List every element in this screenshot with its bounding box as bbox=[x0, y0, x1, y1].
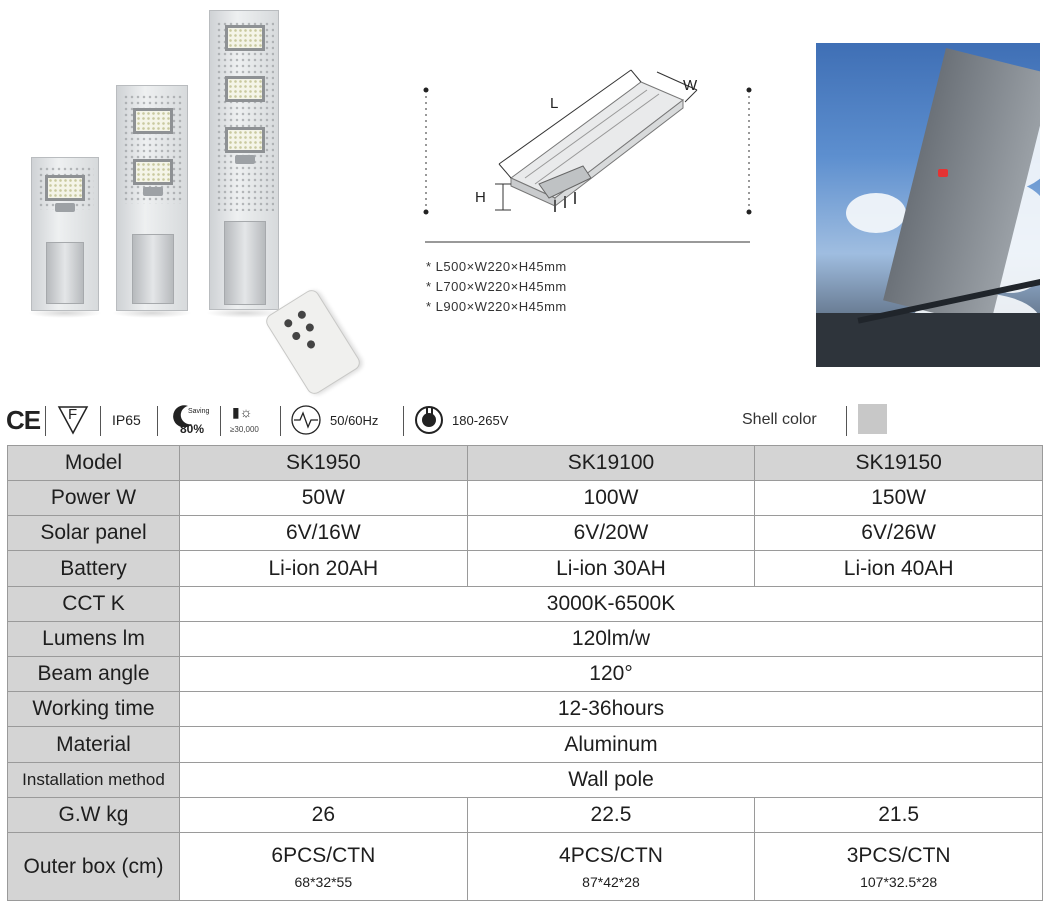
table-cell: 4PCS/CTN 87*42*28 bbox=[467, 833, 755, 901]
table-cell: Wall pole bbox=[180, 763, 1043, 798]
table-row bbox=[8, 763, 1043, 798]
table-row bbox=[8, 587, 1043, 622]
table-cell: Aluminum bbox=[180, 727, 1043, 763]
table-row bbox=[8, 622, 1043, 657]
table-cell: 150W bbox=[755, 481, 1043, 516]
table-cell: Li-ion 40AH bbox=[755, 551, 1043, 587]
table-row bbox=[8, 798, 1043, 833]
lamp-50w-image bbox=[31, 157, 99, 311]
table-cell: Li-ion 30AH bbox=[467, 551, 755, 587]
table-cell: 3000K-6500K bbox=[180, 587, 1043, 622]
dimension-spec-item: * L900×W220×H45mm bbox=[426, 299, 567, 314]
table-cell: Li-ion 20AH bbox=[180, 551, 468, 587]
row-label: Beam angle bbox=[8, 657, 180, 692]
table-cell: 120lm/w bbox=[180, 622, 1043, 657]
shell-color-label: Shell color bbox=[742, 411, 817, 428]
row-label: Outer box (cm) bbox=[8, 833, 180, 901]
row-label: CCT K bbox=[8, 587, 180, 622]
table-cell: 100W bbox=[467, 481, 755, 516]
dimension-label-l: L bbox=[550, 95, 559, 112]
table-header-row bbox=[8, 446, 1043, 481]
row-label: Battery bbox=[8, 551, 180, 587]
table-cell: 3PCS/CTN 107*32.5*28 bbox=[755, 833, 1043, 901]
dimension-spec-list bbox=[426, 257, 567, 317]
table-cell: 120° bbox=[180, 657, 1043, 692]
installed-lamp-photo bbox=[816, 43, 1040, 367]
model-cell: SK19150 bbox=[755, 446, 1043, 481]
table-cell: 50W bbox=[180, 481, 468, 516]
frequency-label: 50/60Hz bbox=[330, 412, 379, 428]
table-cell: 12-36hours bbox=[180, 692, 1043, 727]
ip65-label: IP65 bbox=[112, 412, 141, 428]
lamp-150w-image bbox=[209, 10, 279, 310]
row-label: Power W bbox=[8, 481, 180, 516]
spec-table bbox=[7, 445, 1043, 901]
dimension-drawing bbox=[415, 60, 760, 250]
lifetime-icon: ▮☼ ≥30,000 bbox=[230, 404, 259, 434]
table-row bbox=[8, 657, 1043, 692]
row-label: Installation method bbox=[8, 763, 180, 798]
certification-strip bbox=[0, 400, 1050, 440]
table-row bbox=[8, 516, 1043, 551]
dimension-spec-item: * L500×W220×H45mm bbox=[426, 259, 567, 274]
row-label: Model bbox=[8, 446, 180, 481]
row-label: G.W kg bbox=[8, 798, 180, 833]
table-row bbox=[8, 551, 1043, 587]
table-row bbox=[8, 692, 1043, 727]
table-row bbox=[8, 727, 1043, 763]
table-cell: 6PCS/CTN 68*32*55 bbox=[180, 833, 468, 901]
model-cell: SK1950 bbox=[180, 446, 468, 481]
table-cell: 6V/20W bbox=[467, 516, 755, 551]
dimension-label-h: H bbox=[475, 189, 486, 206]
row-label: Solar panel bbox=[8, 516, 180, 551]
table-row bbox=[8, 833, 1043, 901]
table-cell: 6V/26W bbox=[755, 516, 1043, 551]
table-cell: 6V/16W bbox=[180, 516, 468, 551]
row-label: Lumens lm bbox=[8, 622, 180, 657]
dimension-spec-item: * L700×W220×H45mm bbox=[426, 279, 567, 294]
lamp-100w-image bbox=[116, 85, 188, 311]
table-cell: 26 bbox=[180, 798, 468, 833]
model-cell: SK19100 bbox=[467, 446, 755, 481]
table-cell: 22.5 bbox=[467, 798, 755, 833]
energy-saving-icon: Saving 80% bbox=[172, 400, 212, 440]
voltage-label: 180-265V bbox=[452, 412, 509, 428]
table-cell: 21.5 bbox=[755, 798, 1043, 833]
shell-color-swatch bbox=[858, 404, 887, 434]
row-label: Material bbox=[8, 727, 180, 763]
voltage-plug-icon bbox=[414, 400, 444, 440]
dimension-label-w: W bbox=[683, 77, 698, 94]
ce-mark-icon: CE bbox=[6, 404, 41, 435]
row-label: Working time bbox=[8, 692, 180, 727]
f-mark-icon: F bbox=[57, 400, 89, 440]
table-row bbox=[8, 481, 1043, 516]
frequency-icon bbox=[288, 400, 324, 440]
